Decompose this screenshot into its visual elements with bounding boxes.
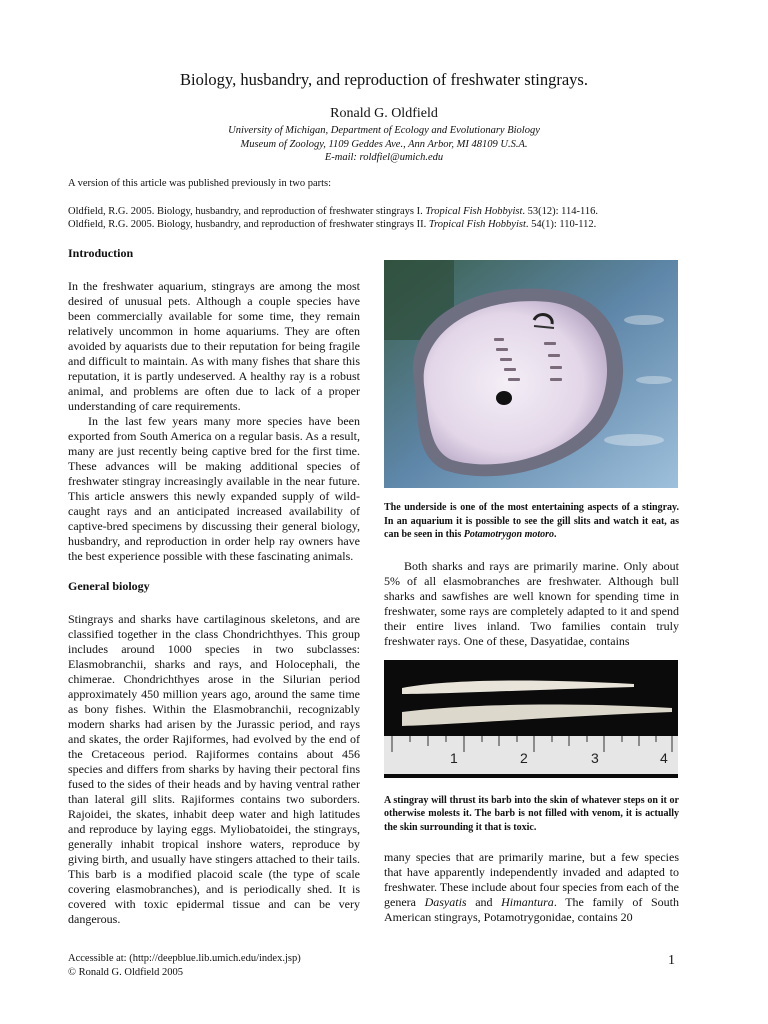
intro-paragraph-2: In the last few years many more species have been exported from South America on a regular basis. As a result, many are just recently being captive bred for the first time. These advances will be making additional species of freshwater stingray increasingly available in the near future. This article answers this newly expanded supply of wild-caught rays and an anticipated increased availability of captive-bred specimens by discussing their general biology, husbandry, and reproduction in order help ray owners have the best experience possible with these fascinating animals. — [68, 414, 360, 563]
right-paragraph-2-text: many species that are primarily marine, but a few species that have apparently independently invaded and adapted to freshwater. These include about four species from each of the genera — [384, 850, 679, 909]
right-paragraph-1: Both sharks and rays are primarily marine. Only about 5% of all elasmobranches are freshwater. Although bull sharks and sawfishes are well known for spending time in freshwater, some rays are completely adapted to it and spend their entire lives inland. Two families contain truly freshwater rays. One of these, Dasyatidae, contains — [384, 558, 679, 648]
left-column — [68, 246, 360, 927]
right-paragraph-2-end: . The family of South American stingrays, Potamotrygonidae, contains 20 — [384, 895, 679, 924]
right-column — [384, 260, 679, 925]
author-name: Ronald G. Oldfield — [330, 106, 438, 121]
footer — [68, 952, 301, 979]
figure-1-caption-text: The underside is one of the most entertaining aspects of a stingray. In an aquarium it is possible to see the gill slits and watch it eat, as can be seen in this — [384, 502, 679, 540]
reference-2-journal: Tropical Fish Hobbyist — [428, 219, 526, 230]
right-paragraph-2-and: and — [466, 895, 502, 909]
figure-1-caption-species: Potamotrygon motoro — [463, 529, 555, 540]
reference-2-text: Oldfield, R.G. 2005. Biology, husbandry, and reproduction of freshwater stingrays II. — [68, 219, 429, 230]
intro-paragraph-1: In the freshwater aquarium, stingrays are among the most desired of unusual pets. Although a couple species have been commercially available for some time, they remain relatively uncommon in home aquariums. They are often avoided by aquarists due to their reputation for being fragile and difficult to maintain. As with many fishes that share this reputation, it is partly undeserved. A healthy ray is a robust animal, and problems are often due to lack of a proper understanding of care requirements. — [68, 279, 360, 413]
ruler-mark-1: 1 — [450, 749, 458, 766]
version-note: A version of this article was published previously in two parts: — [68, 178, 332, 189]
affiliation-line-1: University of Michigan, Department of Ecology and Evolutionary Biology — [228, 125, 540, 136]
paper-title: Biology, husbandry, and reproduction of freshwater stingrays. — [180, 70, 588, 89]
figure-2-caption: A stingray will thrust its barb into the skin of whatever steps on it or otherwise molests it. The barb is not filled with venom, it is actually the skin surrounding it that is toxic. — [384, 794, 679, 833]
stingray-barb-photo — [384, 660, 678, 778]
reference-1 — [68, 206, 598, 217]
footer-accessible-link: Accessible at: (http://deepblue.lib.umich.edu/index.jsp) — [68, 953, 301, 964]
right-paragraph-2 — [384, 850, 679, 925]
introduction-heading: Introduction — [68, 246, 134, 260]
genus-dasyatis: Dasyatis — [424, 895, 467, 909]
page-number: 1 — [668, 953, 675, 968]
reference-1-pages: . 53(12): 114-116. — [522, 206, 599, 217]
ruler-mark-4: 4 — [660, 749, 668, 766]
general-biology-heading: General biology — [68, 579, 150, 593]
author-email: E-mail: roldfiel@umich.edu — [324, 152, 444, 163]
ruler-mark-2: 2 — [520, 749, 528, 766]
reference-2 — [68, 219, 596, 230]
reference-1-text: Oldfield, R.G. 2005. Biology, husbandry, and reproduction of freshwater stingrays I. — [68, 206, 426, 217]
barb-and-ruler-image — [384, 660, 678, 778]
reference-2-pages: . 54(1): 110-112. — [525, 219, 597, 230]
footer-copyright: © Ronald G. Oldfield 2005 — [68, 966, 184, 978]
affiliation-line-2: Museum of Zoology, 1109 Geddes Ave., Ann Arbor, MI 48109 U.S.A. — [240, 138, 528, 150]
stingray-underside-photo — [384, 260, 678, 488]
reference-1-journal: Tropical Fish Hobbyist — [425, 206, 523, 217]
ruler-mark-3: 3 — [591, 749, 599, 766]
genus-himantura: Himantura — [501, 895, 554, 909]
figure-1-caption — [384, 501, 679, 542]
figure-1-caption-end: . — [554, 529, 557, 540]
stingray-underside-image — [384, 260, 678, 488]
affiliation-block — [0, 124, 768, 165]
general-biology-paragraph: Stingrays and sharks have cartilaginous skeletons, and are classified together in the class Chondrichthyes. This group includes around 1000 species in two subclasses: Elasmobranchii, sharks and rays, and Holocephali, the chimerae. Chondrichthyes arose in the Silurian period approximately 450 million years ago, around the same time as bony fishes. Within the Elasmobranchii, recognizably modern sharks had arisen by the Jurassic period, and rays and skates, the order Rajiformes, had evolved by the end of the Cretaceous period. Rajiformes contains about 456 species and differs from sharks by having their pectoral fins fused to the sides of their heads and by having ventral rather than lateral gill slits. Rajiformes contains two suborders. Rajoidei, the skates, inhabit deep water and high latitudes and reproduce by laying eggs. Myliobatoidei, the stingrays, generally inhabit tropical inshore waters, reproduce by giving birth, and usually have stingers attached to their tails. This barb is a modified placoid scale (the type of scale covering elasmobranches), and is periodically shed. It is covered with toxic epidermal tissue and can be very dangerous. — [68, 612, 360, 926]
